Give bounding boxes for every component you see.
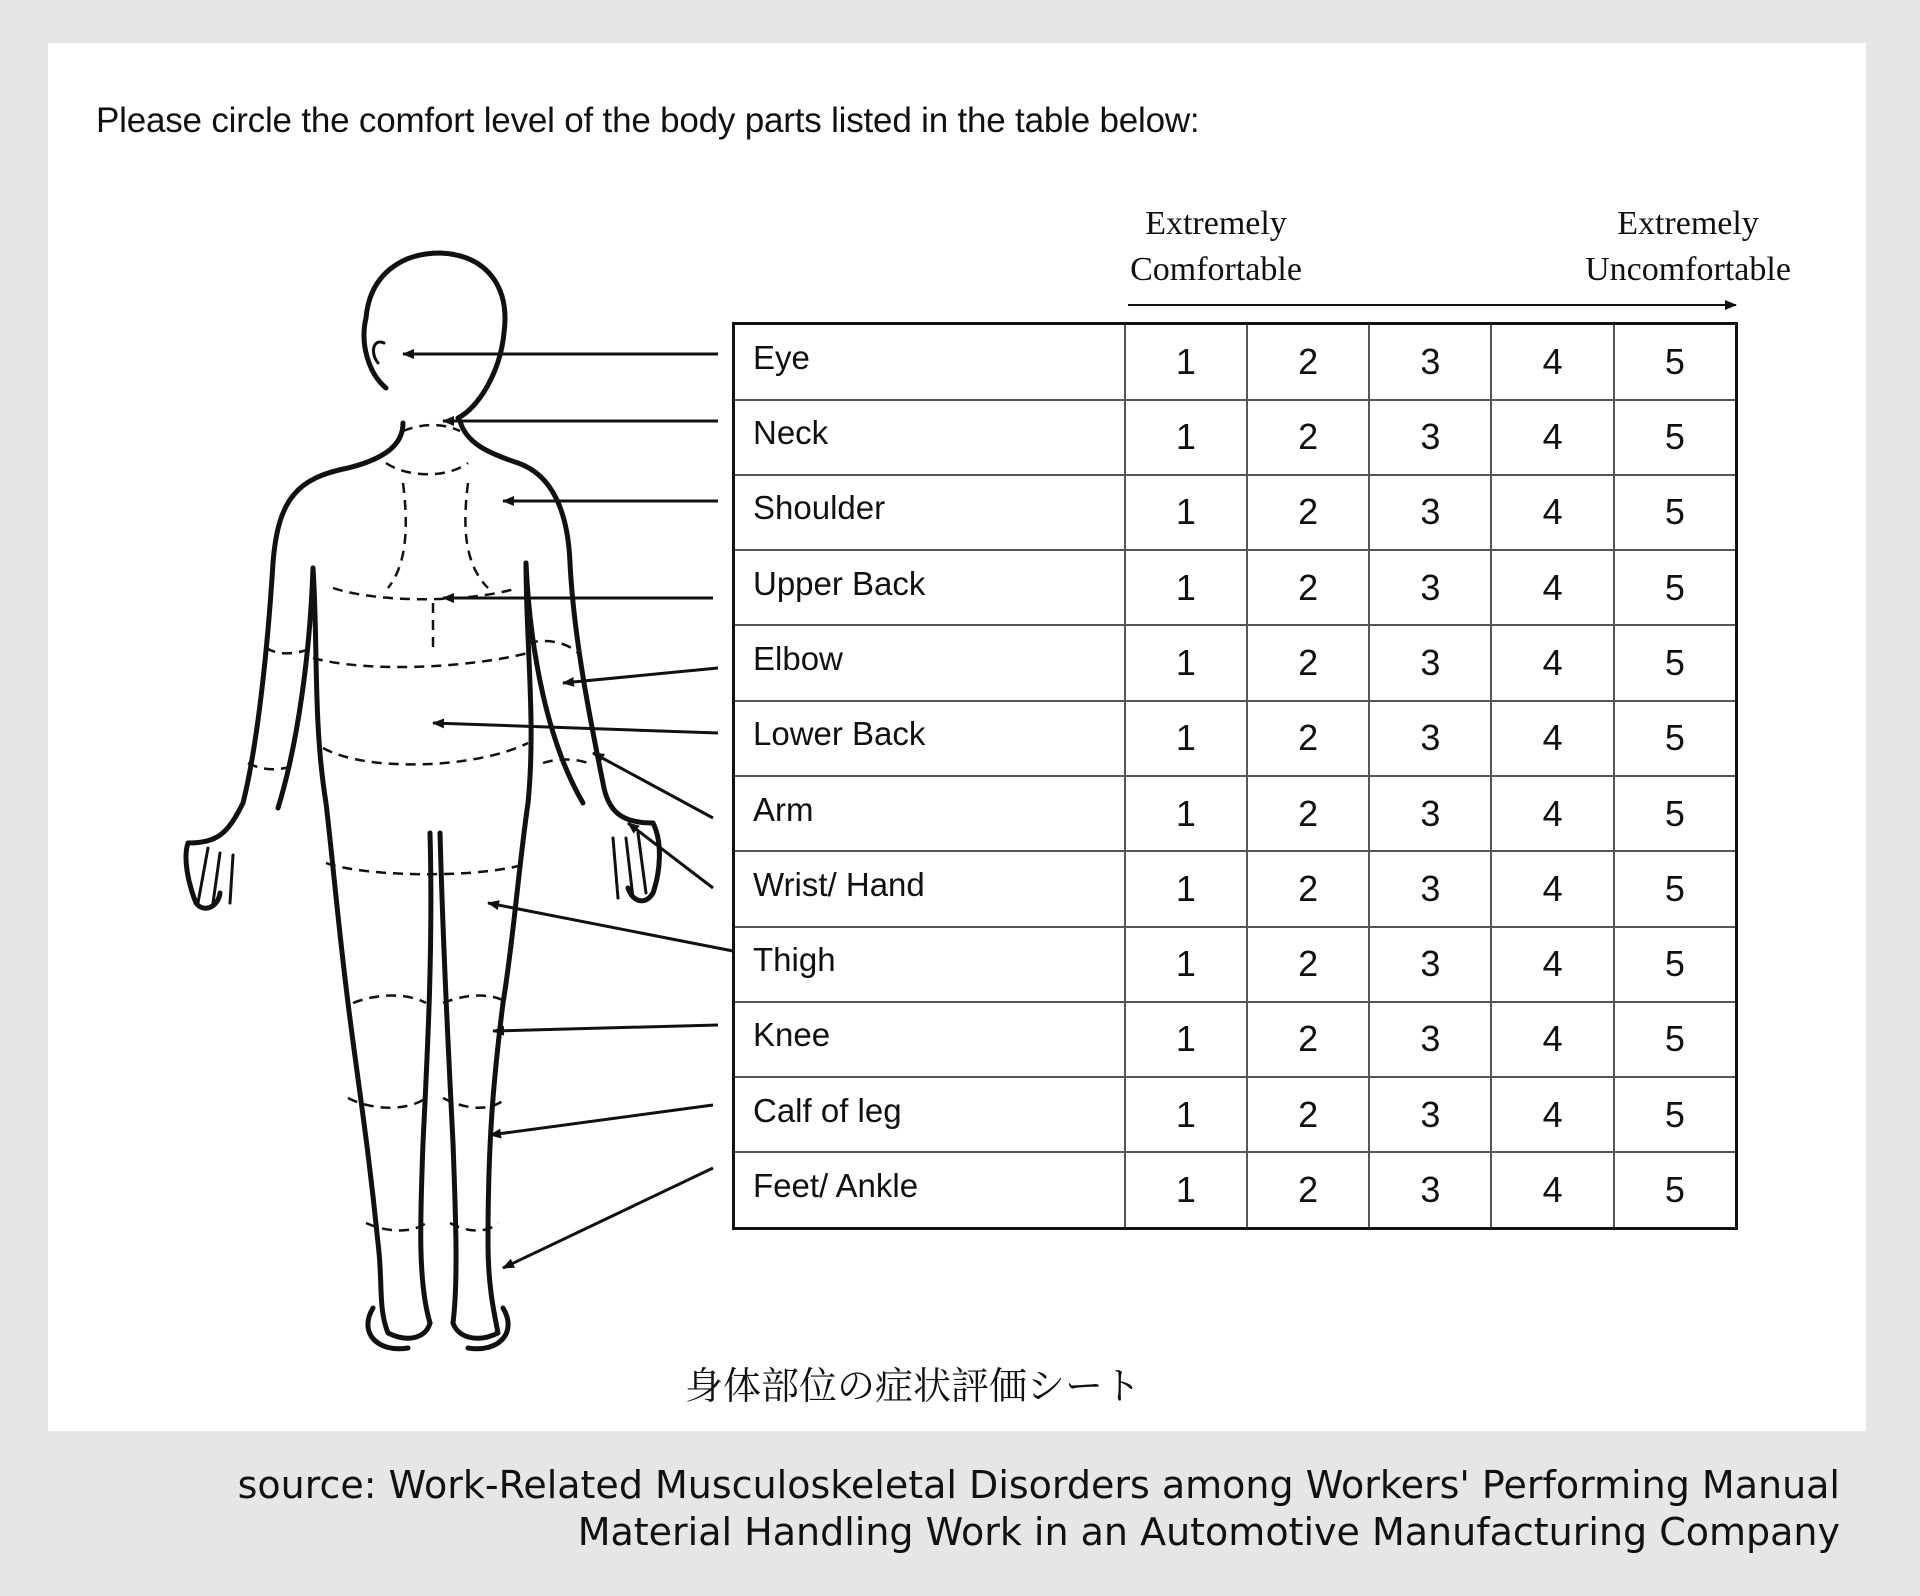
comfort-level-option[interactable]: 3 (1369, 1152, 1491, 1228)
comfort-level-option[interactable]: 2 (1247, 701, 1369, 776)
scale-right-line1: Extremely (1617, 205, 1759, 242)
comfort-level-option[interactable]: 3 (1369, 324, 1491, 400)
comfort-level-option[interactable]: 2 (1247, 324, 1369, 400)
body-part-label: Feet/ Ankle (734, 1152, 1125, 1228)
comfort-level-option[interactable]: 5 (1614, 324, 1737, 400)
table-row (734, 1002, 1737, 1077)
comfort-level-option[interactable]: 2 (1247, 851, 1369, 926)
body-part-label: Knee (734, 1002, 1125, 1077)
comfort-level-option[interactable]: 3 (1369, 475, 1491, 550)
comfort-level-option[interactable]: 1 (1125, 776, 1247, 851)
comfort-level-option[interactable]: 2 (1247, 1077, 1369, 1152)
body-part-label: Wrist/ Hand (734, 851, 1125, 926)
body-part-label: Elbow (734, 625, 1125, 700)
comfort-level-option[interactable]: 2 (1247, 927, 1369, 1002)
comfort-level-option[interactable]: 1 (1125, 400, 1247, 475)
body-part-label: Shoulder (734, 475, 1125, 550)
comfort-level-option[interactable]: 5 (1614, 625, 1737, 700)
comfort-level-option[interactable]: 3 (1369, 776, 1491, 851)
comfort-level-option[interactable]: 1 (1125, 625, 1247, 700)
pointer-knee (493, 1025, 718, 1031)
comfort-level-option[interactable]: 4 (1491, 400, 1613, 475)
table-row (734, 851, 1737, 926)
scale-right-line2: Uncomfortable (1585, 251, 1791, 288)
table-row (734, 475, 1737, 550)
questionnaire-card (48, 43, 1866, 1431)
comfort-level-option[interactable]: 3 (1369, 625, 1491, 700)
comfort-level-option[interactable]: 4 (1491, 625, 1613, 700)
table-row (734, 625, 1737, 700)
pointer-elbow (563, 668, 718, 683)
source-line2: Material Handling Work in an Automotive Manufacturing Company (577, 1510, 1840, 1554)
scale-left-line2: Comfortable (1130, 251, 1302, 288)
caption-japanese: 身体部位の症状評価シート (684, 1364, 1141, 1408)
body-part-label: Calf of leg (734, 1077, 1125, 1152)
comfort-level-option[interactable]: 5 (1614, 550, 1737, 625)
comfort-level-option[interactable]: 2 (1247, 400, 1369, 475)
comfort-level-option[interactable]: 2 (1247, 475, 1369, 550)
comfort-rating-table (732, 322, 1738, 1230)
table-row (734, 324, 1737, 400)
comfort-level-option[interactable]: 4 (1491, 1077, 1613, 1152)
comfort-level-option[interactable]: 5 (1614, 701, 1737, 776)
body-part-label: Thigh (734, 927, 1125, 1002)
comfort-level-option[interactable]: 4 (1491, 550, 1613, 625)
comfort-level-option[interactable]: 1 (1125, 475, 1247, 550)
comfort-level-option[interactable]: 5 (1614, 927, 1737, 1002)
comfort-level-option[interactable]: 1 (1125, 1002, 1247, 1077)
comfort-level-option[interactable]: 1 (1125, 1152, 1247, 1228)
comfort-level-option[interactable]: 1 (1125, 851, 1247, 926)
comfort-level-option[interactable]: 3 (1369, 400, 1491, 475)
comfort-level-option[interactable]: 5 (1614, 1002, 1737, 1077)
comfort-level-option[interactable]: 2 (1247, 625, 1369, 700)
comfort-level-option[interactable]: 4 (1491, 927, 1613, 1002)
comfort-level-option[interactable]: 3 (1369, 550, 1491, 625)
body-part-label: Upper Back (734, 550, 1125, 625)
table-row (734, 1077, 1737, 1152)
instruction-text: Please circle the comfort level of the body parts listed in the table below: (96, 101, 1200, 140)
comfort-level-option[interactable]: 3 (1369, 1002, 1491, 1077)
table-row (734, 776, 1737, 851)
pointer-calf (490, 1105, 713, 1135)
table-row (734, 550, 1737, 625)
comfort-level-option[interactable]: 3 (1369, 701, 1491, 776)
body-part-label: Arm (734, 776, 1125, 851)
comfort-level-option[interactable]: 2 (1247, 1152, 1369, 1228)
comfort-level-option[interactable]: 5 (1614, 1152, 1737, 1228)
comfort-level-option[interactable]: 1 (1125, 701, 1247, 776)
comfort-level-option[interactable]: 4 (1491, 701, 1613, 776)
comfort-level-option[interactable]: 5 (1614, 1077, 1737, 1152)
comfort-level-option[interactable]: 2 (1247, 550, 1369, 625)
comfort-level-option[interactable]: 2 (1247, 1002, 1369, 1077)
pointer-thigh (488, 903, 733, 951)
comfort-level-option[interactable]: 3 (1369, 1077, 1491, 1152)
body-region-dividers (248, 425, 593, 1231)
comfort-level-option[interactable]: 2 (1247, 776, 1369, 851)
comfort-level-option[interactable]: 1 (1125, 324, 1247, 400)
comfort-level-option[interactable]: 3 (1369, 851, 1491, 926)
comfort-level-option[interactable]: 4 (1491, 475, 1613, 550)
comfort-level-option[interactable]: 5 (1614, 851, 1737, 926)
comfort-level-option[interactable]: 4 (1491, 1152, 1613, 1228)
source-line1: source: Work-Related Musculoskeletal Disorders among Workers' Performing Manual (237, 1463, 1840, 1507)
comfort-level-option[interactable]: 4 (1491, 1002, 1613, 1077)
comfort-level-option[interactable]: 4 (1491, 776, 1613, 851)
comfort-level-option[interactable]: 5 (1614, 475, 1737, 550)
comfort-level-option[interactable]: 4 (1491, 851, 1613, 926)
human-figure-outline (186, 253, 659, 1349)
table-row (734, 927, 1737, 1002)
source-citation (238, 1462, 1840, 1556)
body-part-label: Lower Back (734, 701, 1125, 776)
comfort-level-option[interactable]: 1 (1125, 550, 1247, 625)
comfort-level-option[interactable]: 5 (1614, 776, 1737, 851)
pointer-feet-ankle (503, 1168, 713, 1268)
comfort-level-option[interactable]: 1 (1125, 927, 1247, 1002)
comfort-level-option[interactable]: 3 (1369, 927, 1491, 1002)
body-part-label: Neck (734, 400, 1125, 475)
body-part-label: Eye (734, 324, 1125, 400)
comfort-level-option[interactable]: 5 (1614, 400, 1737, 475)
table-row (734, 701, 1737, 776)
comfort-level-option[interactable]: 1 (1125, 1077, 1247, 1152)
table-row (734, 1152, 1737, 1228)
scale-left-line1: Extremely (1145, 205, 1287, 242)
pointer-lower-back (433, 723, 718, 733)
comfort-level-option[interactable]: 4 (1491, 324, 1613, 400)
table-row (734, 400, 1737, 475)
